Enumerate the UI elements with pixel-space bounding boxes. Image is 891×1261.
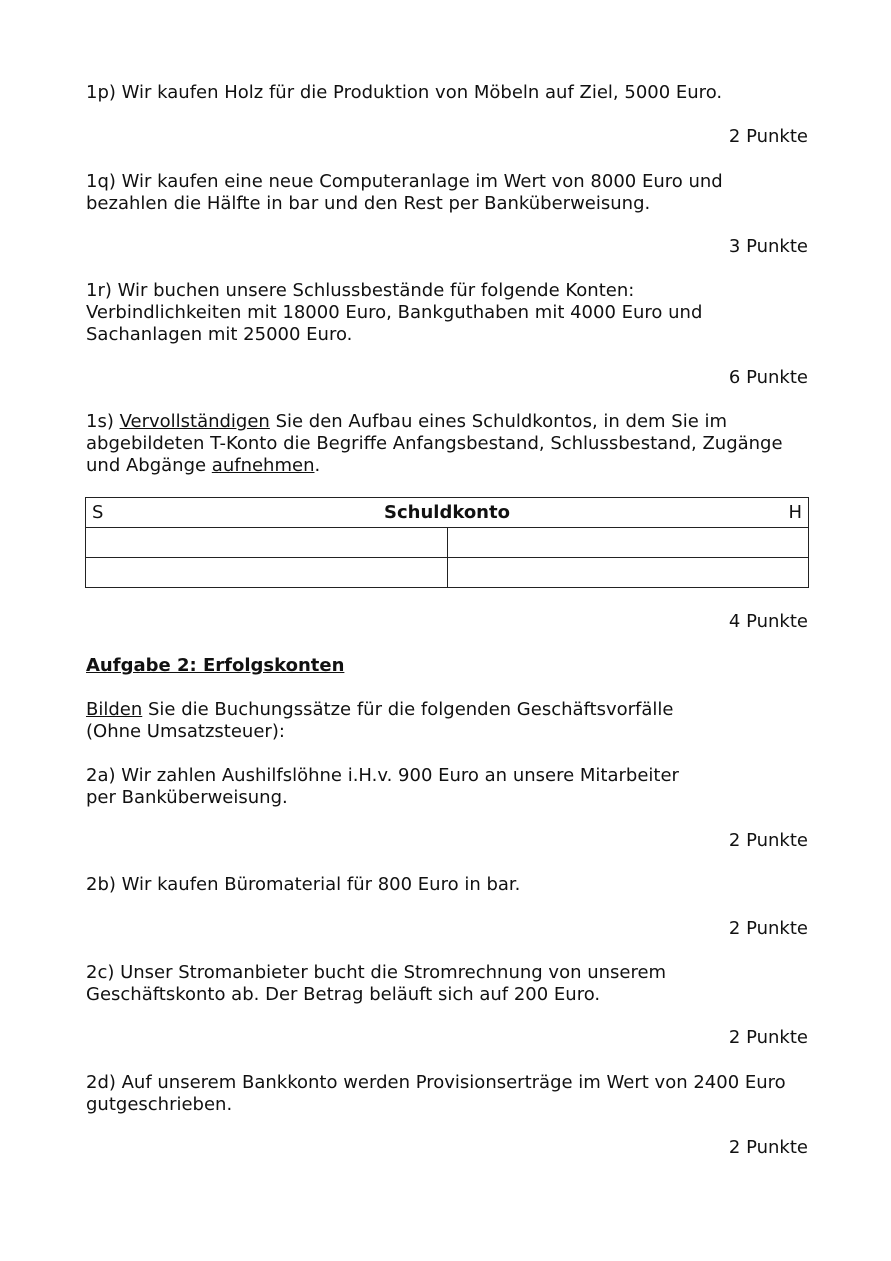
aufgabe-2-intro <box>86 699 808 743</box>
task-1s-line1 <box>86 411 808 433</box>
task-1s-verb1: Vervollständigen <box>119 411 270 432</box>
task-2c <box>86 962 808 1006</box>
task-2d-points: 2 Punkte <box>728 1137 808 1158</box>
task-1p-points: 2 Punkte <box>728 126 808 147</box>
task-1q-line1: 1q) Wir kaufen eine neue Computeranlage im Wert von 8000 Euro und <box>86 171 723 192</box>
task-1q <box>86 171 808 215</box>
aufgabe-2-intro-line2: (Ohne Umsatzsteuer): <box>86 721 285 742</box>
t-account-haben-label: H <box>788 502 802 523</box>
task-1q-points: 3 Punkte <box>728 236 808 257</box>
task-1s-verb2: aufnehmen <box>211 455 315 476</box>
task-1r-points: 6 Punkte <box>728 367 808 388</box>
task-2b-text: 2b) Wir kaufen Büromaterial für 800 Euro in bar. <box>86 874 521 895</box>
task-1q-line2: bezahlen die Hälfte in bar und den Rest per Banküberweisung. <box>86 193 651 214</box>
task-1r-line2: Verbindlichkeiten mit 18000 Euro, Bankguthaben mit 4000 Euro und <box>86 302 703 323</box>
task-1s-line3 <box>86 455 808 477</box>
t-account-cell-haben-2[interactable] <box>447 558 809 588</box>
task-2a-points: 2 Punkte <box>728 830 808 851</box>
aufgabe-2-intro-line1 <box>86 699 808 721</box>
aufgabe-2-heading: Aufgabe 2: Erfolgskonten <box>86 655 345 676</box>
task-1s-line3-end: . <box>314 455 321 476</box>
task-1s-prefix: 1s) <box>86 411 120 432</box>
task-2c-line2: Geschäftskonto ab. Der Betrag beläuft sich auf 200 Euro. <box>86 984 601 1005</box>
task-1s <box>86 411 808 477</box>
task-1s-line1-rest: Sie den Aufbau eines Schuldkontos, in dem Sie im <box>269 411 728 432</box>
task-1s-points: 4 Punkte <box>728 611 808 632</box>
task-2c-points: 2 Punkte <box>728 1027 808 1048</box>
t-account-header <box>86 498 809 528</box>
task-2a-line1: 2a) Wir zahlen Aushilfslöhne i.H.v. 900 Euro an unsere Mitarbeiter <box>86 765 679 786</box>
aufgabe-2-intro-rest: Sie die Buchungssätze für die folgenden Geschäftsvorfälle <box>142 699 674 720</box>
task-2d <box>86 1072 808 1116</box>
aufgabe-2-intro-verb: Bilden <box>86 699 143 720</box>
task-1r-line1: 1r) Wir buchen unsere Schlussbestände für folgende Konten: <box>86 280 635 301</box>
task-2b-points: 2 Punkte <box>728 918 808 939</box>
task-1r-line3: Sachanlagen mit 25000 Euro. <box>86 324 353 345</box>
task-2d-line2: gutgeschrieben. <box>86 1094 233 1115</box>
t-account-cell-haben-1[interactable] <box>447 528 809 558</box>
t-account-cell-soll-1[interactable] <box>86 528 448 558</box>
task-1r <box>86 280 808 346</box>
t-account-cell-soll-2[interactable] <box>86 558 448 588</box>
task-2d-line1: 2d) Auf unserem Bankkonto werden Provisionserträge im Wert von 2400 Euro <box>86 1072 786 1093</box>
task-2a <box>86 765 808 809</box>
t-account-table <box>85 497 809 588</box>
t-account-title: Schuldkonto <box>384 502 510 523</box>
task-1p-text: 1p) Wir kaufen Holz für die Produktion von Möbeln auf Ziel, 5000 Euro. <box>86 82 723 103</box>
task-1s-line2: abgebildeten T-Konto die Begriffe Anfangsbestand, Schlussbestand, Zugänge <box>86 433 783 454</box>
task-1s-line3-start: und Abgänge <box>86 455 212 476</box>
task-2a-line2: per Banküberweisung. <box>86 787 288 808</box>
t-account-soll-label: S <box>92 502 104 523</box>
task-2c-line1: 2c) Unser Stromanbieter bucht die Stromrechnung von unserem <box>86 962 667 983</box>
